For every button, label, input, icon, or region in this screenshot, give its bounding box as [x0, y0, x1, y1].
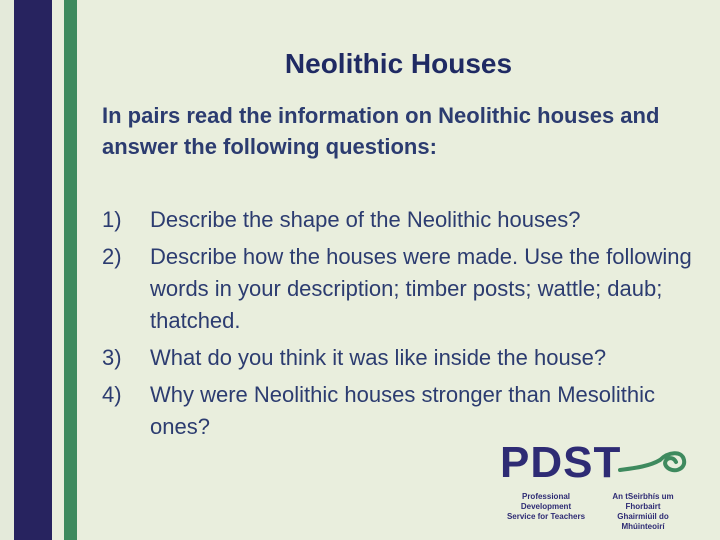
- question-text: What do you think it was like inside the house?: [150, 345, 607, 370]
- question-list: [102, 204, 692, 448]
- question-number: 4): [102, 382, 122, 407]
- pdst-english-tagline: [500, 492, 592, 522]
- question-number: 2): [102, 244, 122, 269]
- slide-title: Neolithic Houses: [284, 48, 513, 79]
- question-number: 1): [102, 207, 122, 232]
- left-stripe-gap: [52, 0, 64, 540]
- left-edge-light-stripe: [0, 0, 14, 540]
- question-number: 3): [102, 345, 122, 370]
- pdst-english-line-2: Service for Teachers: [506, 512, 586, 521]
- pdst-logo-wordmark: PDST: [500, 438, 622, 487]
- left-navy-stripe: [14, 0, 52, 540]
- pdst-english-line-1: Professional Development: [520, 492, 572, 511]
- pdst-logo: [500, 438, 690, 531]
- question-text: Describe how the houses were made. Use the following words in your description; timber posts; wattle; daub; thatched.: [150, 244, 692, 333]
- slide-intro-text: In pairs read the information on Neolithic houses and answer the following questions:: [102, 103, 660, 159]
- pdst-irish-tagline: [596, 492, 690, 532]
- question-text: Describe the shape of the Neolithic houses?: [150, 207, 581, 232]
- left-green-stripe: [64, 0, 77, 540]
- pdst-irish-line-2: Ghairmiúil do Mhúinteoirí: [617, 512, 669, 531]
- question-item: [102, 342, 692, 374]
- question-item: [102, 241, 692, 337]
- pdst-swirl-icon: [616, 440, 690, 484]
- pdst-irish-line-1: An tSeirbhís um Fhorbairt: [612, 492, 674, 511]
- question-item: [102, 204, 692, 236]
- question-item: [102, 379, 692, 443]
- question-text: Why were Neolithic houses stronger than Mesolithic ones?: [150, 382, 656, 439]
